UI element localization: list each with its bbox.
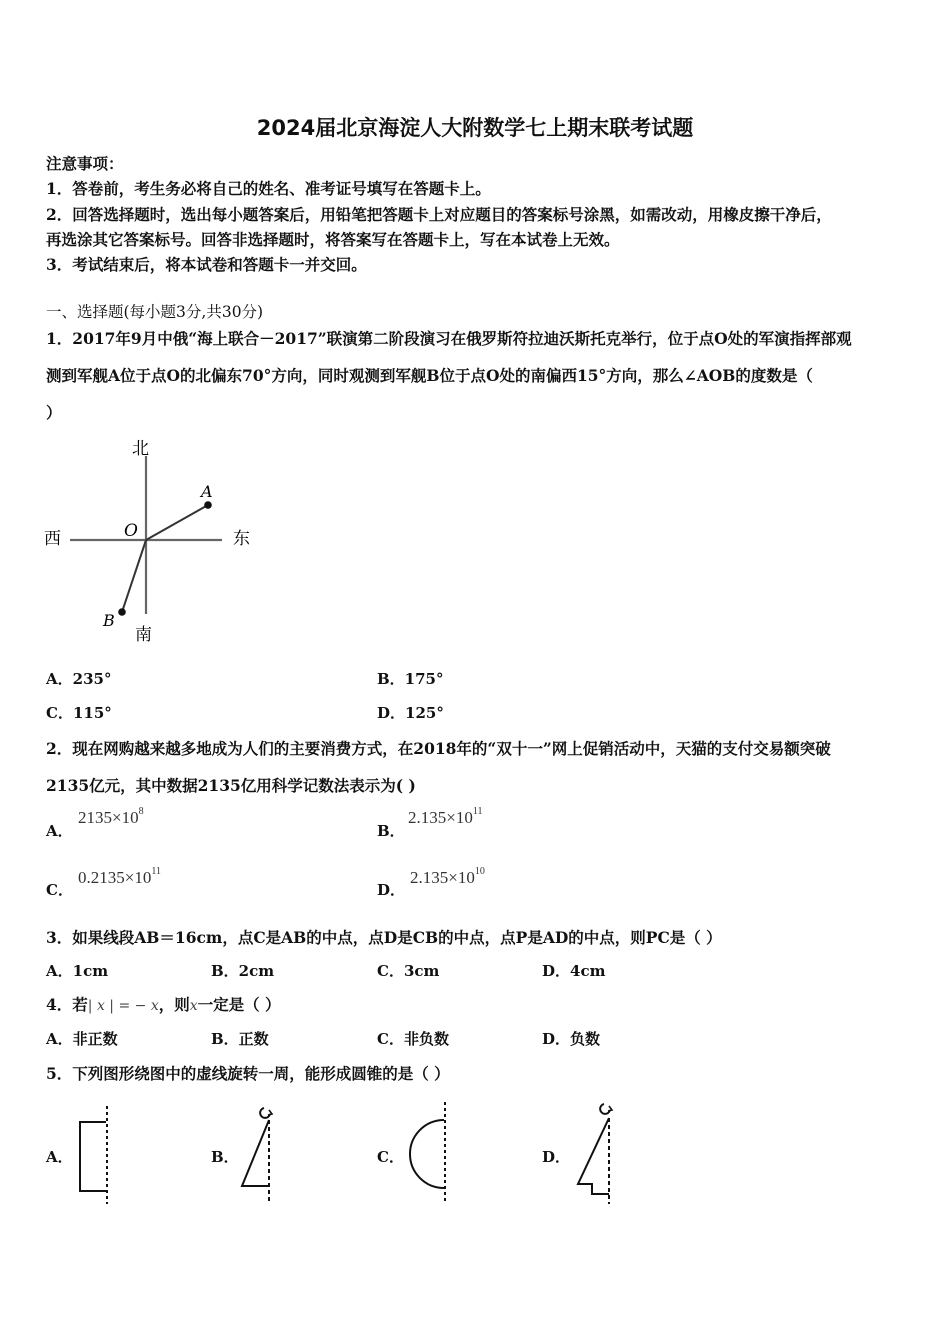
q2-option-a-label: A．	[46, 822, 73, 840]
page-title: 2024届北京海淀人大附数学七上期末联考试题	[256, 116, 694, 140]
q5-figure-b	[236, 1100, 280, 1208]
q1-option-c: C．115°	[46, 704, 112, 722]
q3-option-c: C．3cm	[377, 962, 440, 980]
q5-figure-c	[404, 1100, 454, 1208]
q2-option-d-value: $2.135\times 10^{10}$	[410, 866, 485, 887]
notice-item: 3．考试结束后，将本试卷和答题卡一并交回。	[46, 255, 367, 274]
q4-option-d: D．负数	[542, 1030, 601, 1048]
q3-text: 3．如果线段AB＝16cm，点C是AB的中点，点D是CB的中点，点P是AD的中点，则PC是（ ）	[46, 928, 722, 947]
q2-option-c-label: C．	[46, 881, 73, 899]
label-south: 南	[135, 625, 152, 645]
q5-figure-a	[74, 1104, 118, 1208]
notice-item: 1．答卷前，考生务必将自己的姓名、准考证号填写在答题卡上。	[46, 179, 491, 198]
q1-option-b: B．175°	[377, 670, 444, 688]
q2-line: 2．现在网购越来越多地成为人们的主要消费方式，在2018年的“双十一”网上促销活动中，天猫的支付交易额突破	[46, 739, 831, 758]
label-a: A	[201, 482, 213, 501]
q1-option-d: D．125°	[377, 704, 444, 722]
q2-option-b-value: $2.135\times 10^{11}$	[408, 806, 483, 827]
label-east: 东	[233, 529, 250, 549]
ray-ob	[122, 540, 146, 612]
notice-item: 再选涂其它答案标号。回答非选择题时，将答案写在答题卡上，写在本试卷上无效。	[46, 230, 620, 249]
q5-option-d-label: D．	[542, 1148, 571, 1166]
q1-option-a: A．235°	[46, 670, 112, 688]
q4-text: 4．若| x | = − x，则x一定是（ ）	[46, 995, 281, 1014]
q4-option-b: B．正数	[211, 1030, 269, 1048]
q2-option-a-value: $2135\times 10^8$	[78, 806, 144, 827]
section-heading: 一、选择题(每小题3分,共30分)	[46, 303, 264, 321]
point-a	[204, 501, 212, 509]
q5-option-b-label: B．	[211, 1148, 239, 1166]
q1-line: ）	[46, 403, 62, 422]
label-b: B	[103, 611, 115, 630]
q4-option-a: A．非正数	[46, 1030, 118, 1048]
q2-option-c-value: $0.2135\times 10^{11}$	[78, 866, 161, 887]
label-north: 北	[132, 439, 149, 459]
q4-expression: | x | = − x	[87, 998, 159, 1014]
point-b	[118, 608, 126, 616]
q5-text: 5．下列图形绕图中的虚线旋转一周，能形成圆锥的是（ ）	[46, 1064, 450, 1083]
q1-line: 1．2017年9月中俄“海上联合－2017”联演第二阶段演习在俄罗斯符拉迪沃斯托克举行，位于点O处的军演指挥部观	[46, 329, 852, 348]
q4-variable: x	[189, 998, 198, 1014]
q3-option-a: A．1cm	[46, 962, 109, 980]
q5-option-c-label: C．	[377, 1148, 404, 1166]
notice-heading: 注意事项：	[46, 154, 124, 173]
q4-option-c: C．非负数	[377, 1030, 449, 1048]
q2-option-d-label: D．	[377, 881, 406, 899]
label-o: O	[124, 521, 138, 541]
q1-line: 测到军舰A位于点O的北偏东70°方向，同时观测到军舰B位于点O处的南偏西15°方向，那么∠AOB的度数是（	[46, 366, 813, 385]
label-west: 西	[44, 529, 61, 549]
q5-figure-d	[572, 1096, 620, 1208]
compass-figure	[40, 432, 270, 647]
notice-item: 2．回答选择题时，选出每小题答案后，用铅笔把答题卡上对应题目的答案标号涂黑，如需改动，用橡皮擦干净后，	[46, 205, 832, 224]
q3-option-d: D．4cm	[542, 962, 606, 980]
q3-option-b: B．2cm	[211, 962, 275, 980]
ray-oa	[146, 505, 208, 540]
q2-option-b-label: B．	[377, 822, 405, 840]
q5-option-a-label: A．	[46, 1148, 73, 1166]
q2-line: 2135亿元，其中数据2135亿用科学记数法表示为( )	[46, 776, 416, 795]
